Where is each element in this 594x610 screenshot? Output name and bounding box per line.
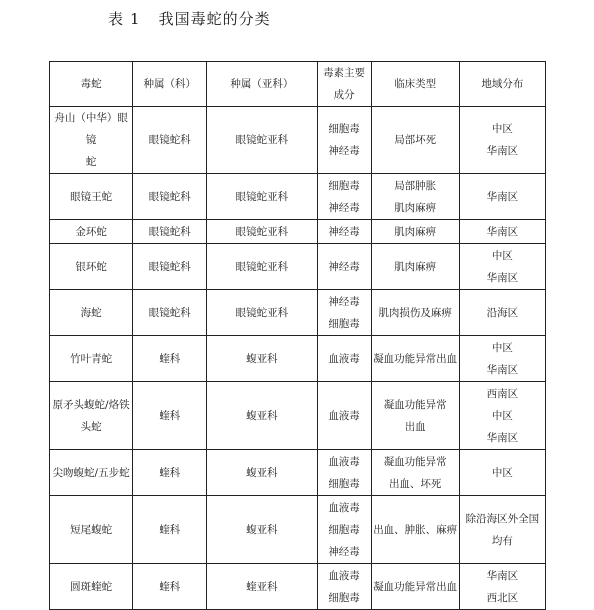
table-row bbox=[50, 107, 546, 174]
cell-region bbox=[459, 382, 545, 450]
table-row bbox=[50, 496, 546, 564]
cell-family: 眼镜蛇科 bbox=[133, 174, 207, 220]
cell-toxin-line: 血液毒 bbox=[328, 455, 360, 468]
cell-toxin bbox=[317, 450, 371, 496]
cell-snake-name bbox=[50, 220, 133, 244]
cell-clinical bbox=[371, 496, 459, 564]
cell-toxin-line: 神经毒 bbox=[328, 225, 360, 238]
cell-family: 眼镜蛇科 bbox=[133, 107, 207, 174]
cell-region bbox=[459, 244, 545, 290]
cell-region-line: 中区 bbox=[491, 466, 513, 479]
table-row bbox=[50, 290, 546, 336]
cell-region-line: 中区 bbox=[491, 249, 513, 262]
cell-toxin bbox=[317, 564, 371, 610]
cell-region-line: 华南区 bbox=[486, 271, 519, 284]
cell-family: 眼镜蛇科 bbox=[133, 220, 207, 244]
cell-snake-name bbox=[50, 450, 133, 496]
cell-clinical-line: 局部肿胀 bbox=[394, 179, 437, 192]
cell-snake-name-line: 竹叶青蛇 bbox=[70, 352, 113, 365]
cell-subfamily: 蝰亚科 bbox=[207, 564, 317, 610]
cell-toxin-line: 血液毒 bbox=[328, 352, 360, 365]
cell-region-line: 中区 bbox=[491, 341, 513, 354]
cell-snake-name-line: 原矛头蝮蛇/烙铁 bbox=[52, 398, 130, 411]
cell-clinical-line: 凝血功能异常出血 bbox=[373, 580, 458, 593]
header-snake: 毒蛇 bbox=[50, 62, 133, 107]
cell-region-line: 除沿海区外全国 bbox=[465, 512, 540, 525]
cell-region-line: 华南区 bbox=[486, 363, 519, 376]
cell-snake-name bbox=[50, 382, 133, 450]
cell-snake-name-line: 金环蛇 bbox=[75, 225, 107, 238]
cell-family: 眼镜蛇科 bbox=[133, 244, 207, 290]
snake-classification-table bbox=[49, 61, 546, 610]
cell-region bbox=[459, 336, 545, 382]
cell-clinical-line: 出血、肿胀、麻痹 bbox=[373, 523, 458, 536]
cell-family: 蝰科 bbox=[133, 564, 207, 610]
cell-family: 蝰科 bbox=[133, 336, 207, 382]
cell-region-line: 西北区 bbox=[486, 591, 519, 604]
cell-family: 蝰科 bbox=[133, 496, 207, 564]
cell-clinical bbox=[371, 450, 459, 496]
header-row bbox=[50, 62, 546, 107]
header-family: 种属（科） bbox=[133, 62, 207, 107]
cell-snake-name bbox=[50, 174, 133, 220]
table-row bbox=[50, 336, 546, 382]
cell-clinical bbox=[371, 336, 459, 382]
cell-clinical-line: 肌肉麻痹 bbox=[394, 225, 437, 238]
cell-toxin-line: 血液毒 bbox=[328, 569, 360, 582]
caption-number: 1 bbox=[130, 10, 141, 28]
header-clinical: 临床类型 bbox=[371, 62, 459, 107]
cell-toxin bbox=[317, 496, 371, 564]
header-subfamily: 种属（亚科） bbox=[207, 62, 317, 107]
cell-clinical bbox=[371, 290, 459, 336]
cell-family: 蝰科 bbox=[133, 450, 207, 496]
cell-region-line: 华南区 bbox=[486, 145, 519, 157]
cell-clinical-line: 肌肉麻痹 bbox=[394, 201, 437, 214]
cell-region-line: 华南区 bbox=[486, 190, 519, 203]
cell-snake-name-line: 海蛇 bbox=[80, 306, 102, 319]
cell-region-line: 西南区 bbox=[486, 387, 519, 400]
cell-snake-name bbox=[50, 107, 133, 174]
cell-toxin-line: 细胞毒 bbox=[328, 591, 360, 604]
table-row bbox=[50, 382, 546, 450]
cell-clinical-line: 局部坏死 bbox=[394, 134, 437, 146]
cell-region bbox=[459, 107, 545, 174]
cell-toxin-line: 细胞毒 bbox=[328, 123, 360, 135]
table-caption bbox=[108, 8, 271, 29]
cell-snake-name bbox=[50, 290, 133, 336]
header-toxin-line: 毒素主要 bbox=[323, 67, 366, 79]
cell-subfamily: 蝮亚科 bbox=[207, 496, 317, 564]
cell-subfamily: 眼镜蛇亚科 bbox=[207, 107, 317, 174]
cell-snake-name bbox=[50, 244, 133, 290]
cell-subfamily: 眼镜蛇亚科 bbox=[207, 220, 317, 244]
cell-toxin bbox=[317, 174, 371, 220]
cell-toxin bbox=[317, 107, 371, 174]
cell-snake-name-line: 短尾蝮蛇 bbox=[70, 523, 113, 536]
cell-toxin-line: 神经毒 bbox=[328, 145, 360, 157]
cell-region-line: 华南区 bbox=[486, 569, 519, 582]
cell-region bbox=[459, 220, 545, 244]
cell-toxin bbox=[317, 290, 371, 336]
cell-clinical-line: 凝血功能异常 bbox=[383, 398, 447, 411]
cell-clinical bbox=[371, 220, 459, 244]
cell-subfamily: 眼镜蛇亚科 bbox=[207, 244, 317, 290]
cell-clinical-line: 肌肉麻痹 bbox=[394, 260, 437, 273]
cell-region-line: 华南区 bbox=[486, 431, 519, 444]
cell-clinical bbox=[371, 174, 459, 220]
cell-region bbox=[459, 564, 545, 610]
cell-region bbox=[459, 450, 545, 496]
table-row bbox=[50, 450, 546, 496]
cell-region bbox=[459, 496, 545, 564]
cell-toxin-line: 细胞毒 bbox=[328, 179, 360, 192]
cell-snake-name-line: 舟山（中华）眼镜 bbox=[54, 112, 128, 146]
cell-snake-name-line: 尖吻蝮蛇/五步蛇 bbox=[52, 466, 130, 479]
cell-snake-name-line: 蛇 bbox=[85, 156, 97, 168]
header-toxin-line: 成分 bbox=[333, 89, 355, 101]
cell-clinical bbox=[371, 107, 459, 174]
cell-subfamily: 眼镜蛇亚科 bbox=[207, 290, 317, 336]
cell-snake-name bbox=[50, 496, 133, 564]
cell-clinical-line: 凝血功能异常 bbox=[383, 455, 447, 468]
cell-snake-name-line: 头蛇 bbox=[80, 420, 102, 433]
cell-clinical-line: 肌肉损伤及麻痹 bbox=[378, 306, 452, 319]
cell-toxin bbox=[317, 336, 371, 382]
table-row bbox=[50, 564, 546, 610]
cell-snake-name-line: 圆斑蝰蛇 bbox=[70, 580, 113, 593]
cell-subfamily: 蝮亚科 bbox=[207, 450, 317, 496]
cell-region bbox=[459, 290, 545, 336]
cell-toxin-line: 血液毒 bbox=[328, 409, 360, 422]
cell-region bbox=[459, 174, 545, 220]
cell-region-line: 沿海区 bbox=[486, 306, 519, 319]
cell-toxin-line: 神经毒 bbox=[328, 545, 360, 558]
cell-clinical-line: 出血 bbox=[404, 420, 426, 433]
cell-toxin-line: 细胞毒 bbox=[328, 317, 360, 330]
cell-region-line: 华南区 bbox=[486, 225, 519, 238]
table-row bbox=[50, 220, 546, 244]
cell-toxin-line: 神经毒 bbox=[328, 295, 360, 308]
header-toxin bbox=[317, 62, 371, 107]
cell-family: 眼镜蛇科 bbox=[133, 290, 207, 336]
cell-clinical bbox=[371, 564, 459, 610]
cell-snake-name-line: 银环蛇 bbox=[75, 260, 107, 273]
cell-subfamily: 眼镜蛇亚科 bbox=[207, 174, 317, 220]
cell-toxin-line: 神经毒 bbox=[328, 260, 360, 273]
cell-subfamily: 蝮亚科 bbox=[207, 382, 317, 450]
cell-snake-name bbox=[50, 564, 133, 610]
cell-clinical bbox=[371, 244, 459, 290]
cell-toxin bbox=[317, 220, 371, 244]
cell-snake-name-line: 眼镜王蛇 bbox=[70, 190, 113, 203]
cell-region-line: 中区 bbox=[491, 123, 513, 135]
cell-toxin-line: 血液毒 bbox=[328, 501, 360, 514]
cell-toxin bbox=[317, 382, 371, 450]
cell-snake-name bbox=[50, 336, 133, 382]
cell-clinical-line: 出血、坏死 bbox=[388, 477, 442, 490]
cell-family: 蝰科 bbox=[133, 382, 207, 450]
cell-clinical bbox=[371, 382, 459, 450]
cell-region-line: 均有 bbox=[491, 534, 513, 547]
table-row bbox=[50, 174, 546, 220]
cell-toxin-line: 细胞毒 bbox=[328, 477, 360, 490]
header-region: 地域分布 bbox=[459, 62, 545, 107]
caption-title: 我国毒蛇的分类 bbox=[158, 10, 271, 28]
cell-subfamily: 蝮亚科 bbox=[207, 336, 317, 382]
caption-prefix: 表 bbox=[108, 10, 125, 28]
table-body bbox=[50, 107, 546, 610]
cell-clinical-line: 凝血功能异常出血 bbox=[373, 352, 458, 365]
cell-toxin bbox=[317, 244, 371, 290]
cell-toxin-line: 细胞毒 bbox=[328, 523, 360, 536]
cell-region-line: 中区 bbox=[491, 409, 513, 422]
cell-toxin-line: 神经毒 bbox=[328, 201, 360, 214]
table-row bbox=[50, 244, 546, 290]
